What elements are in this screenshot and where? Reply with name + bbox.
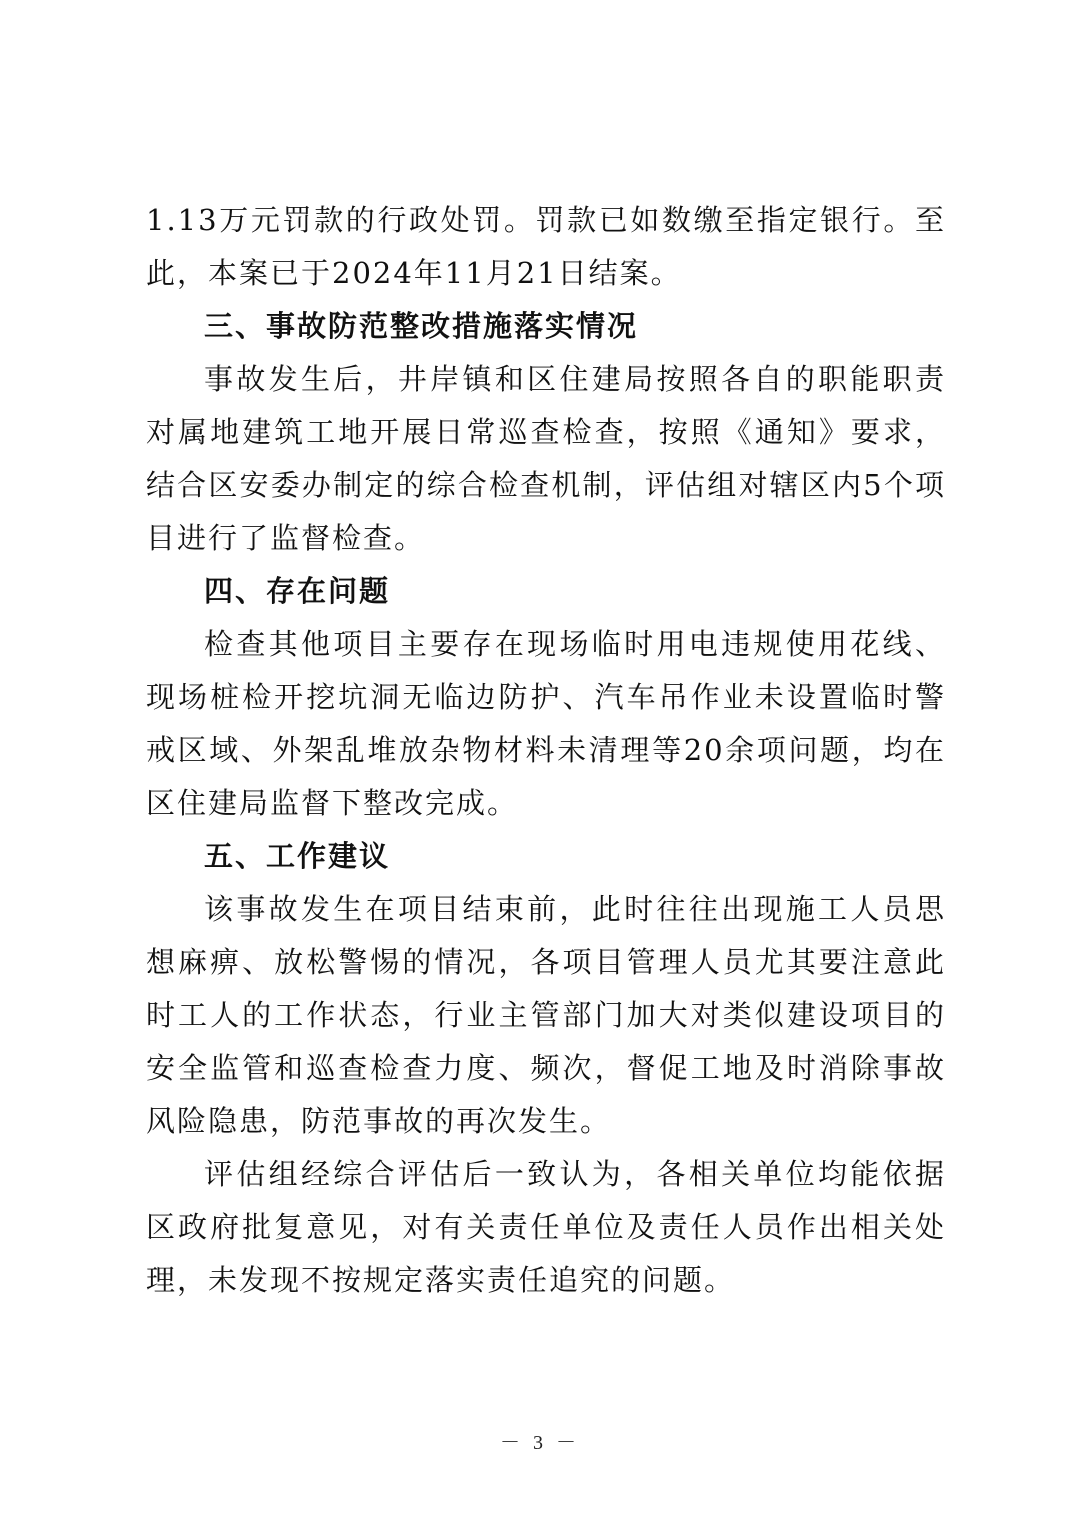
paragraph-work-suggestions: 该事故发生在项目结束前，此时往往出现施工人员思想麻痹、放松警惕的情况，各项目管理人员尤其要注意此时工人的工作状态，行业主管部门加大对类似建设项目的安全监管和巡查检查力度、频次，督促工地及时消除事故风险隐患，防范事故的再次发生。 xyxy=(146,892,946,1138)
paragraph-existing-problems: 检查其他项目主要存在现场临时用电违规使用花线、现场桩检开挖坑洞无临边防护、汽车吊作业未设置临时警戒区域、外架乱堆放杂物材料未清理等20余项问题，均在区住建局监督下整改完成。 xyxy=(146,627,946,820)
page-number: － 3 － xyxy=(500,1432,580,1454)
paragraph-penalty-conclusion: 1.13万元罚款的行政处罚。罚款已如数缴至指定银行。至此，本案已于2024年11月21日结案。 xyxy=(146,203,946,290)
paragraph-rectification-measures: 事故发生后，井岸镇和区住建局按照各自的职能职责对属地建筑工地开展日常巡查检查，按照《通知》要求，结合区安委办制定的综合检查机制，评估组对辖区内5个项目进行了监督检查。 xyxy=(146,362,946,555)
heading-work-suggestions: 五、工作建议 xyxy=(204,839,391,873)
heading-rectification-measures: 三、事故防范整改措施落实情况 xyxy=(204,309,639,343)
document-body xyxy=(146,194,946,1307)
paragraph-evaluation-conclusion: 评估组经综合评估后一致认为，各相关单位均能依据区政府批复意见，对有关责任单位及责任人员作出相关处理，未发现不按规定落实责任追究的问题。 xyxy=(146,1157,946,1297)
heading-existing-problems: 四、存在问题 xyxy=(204,574,391,608)
